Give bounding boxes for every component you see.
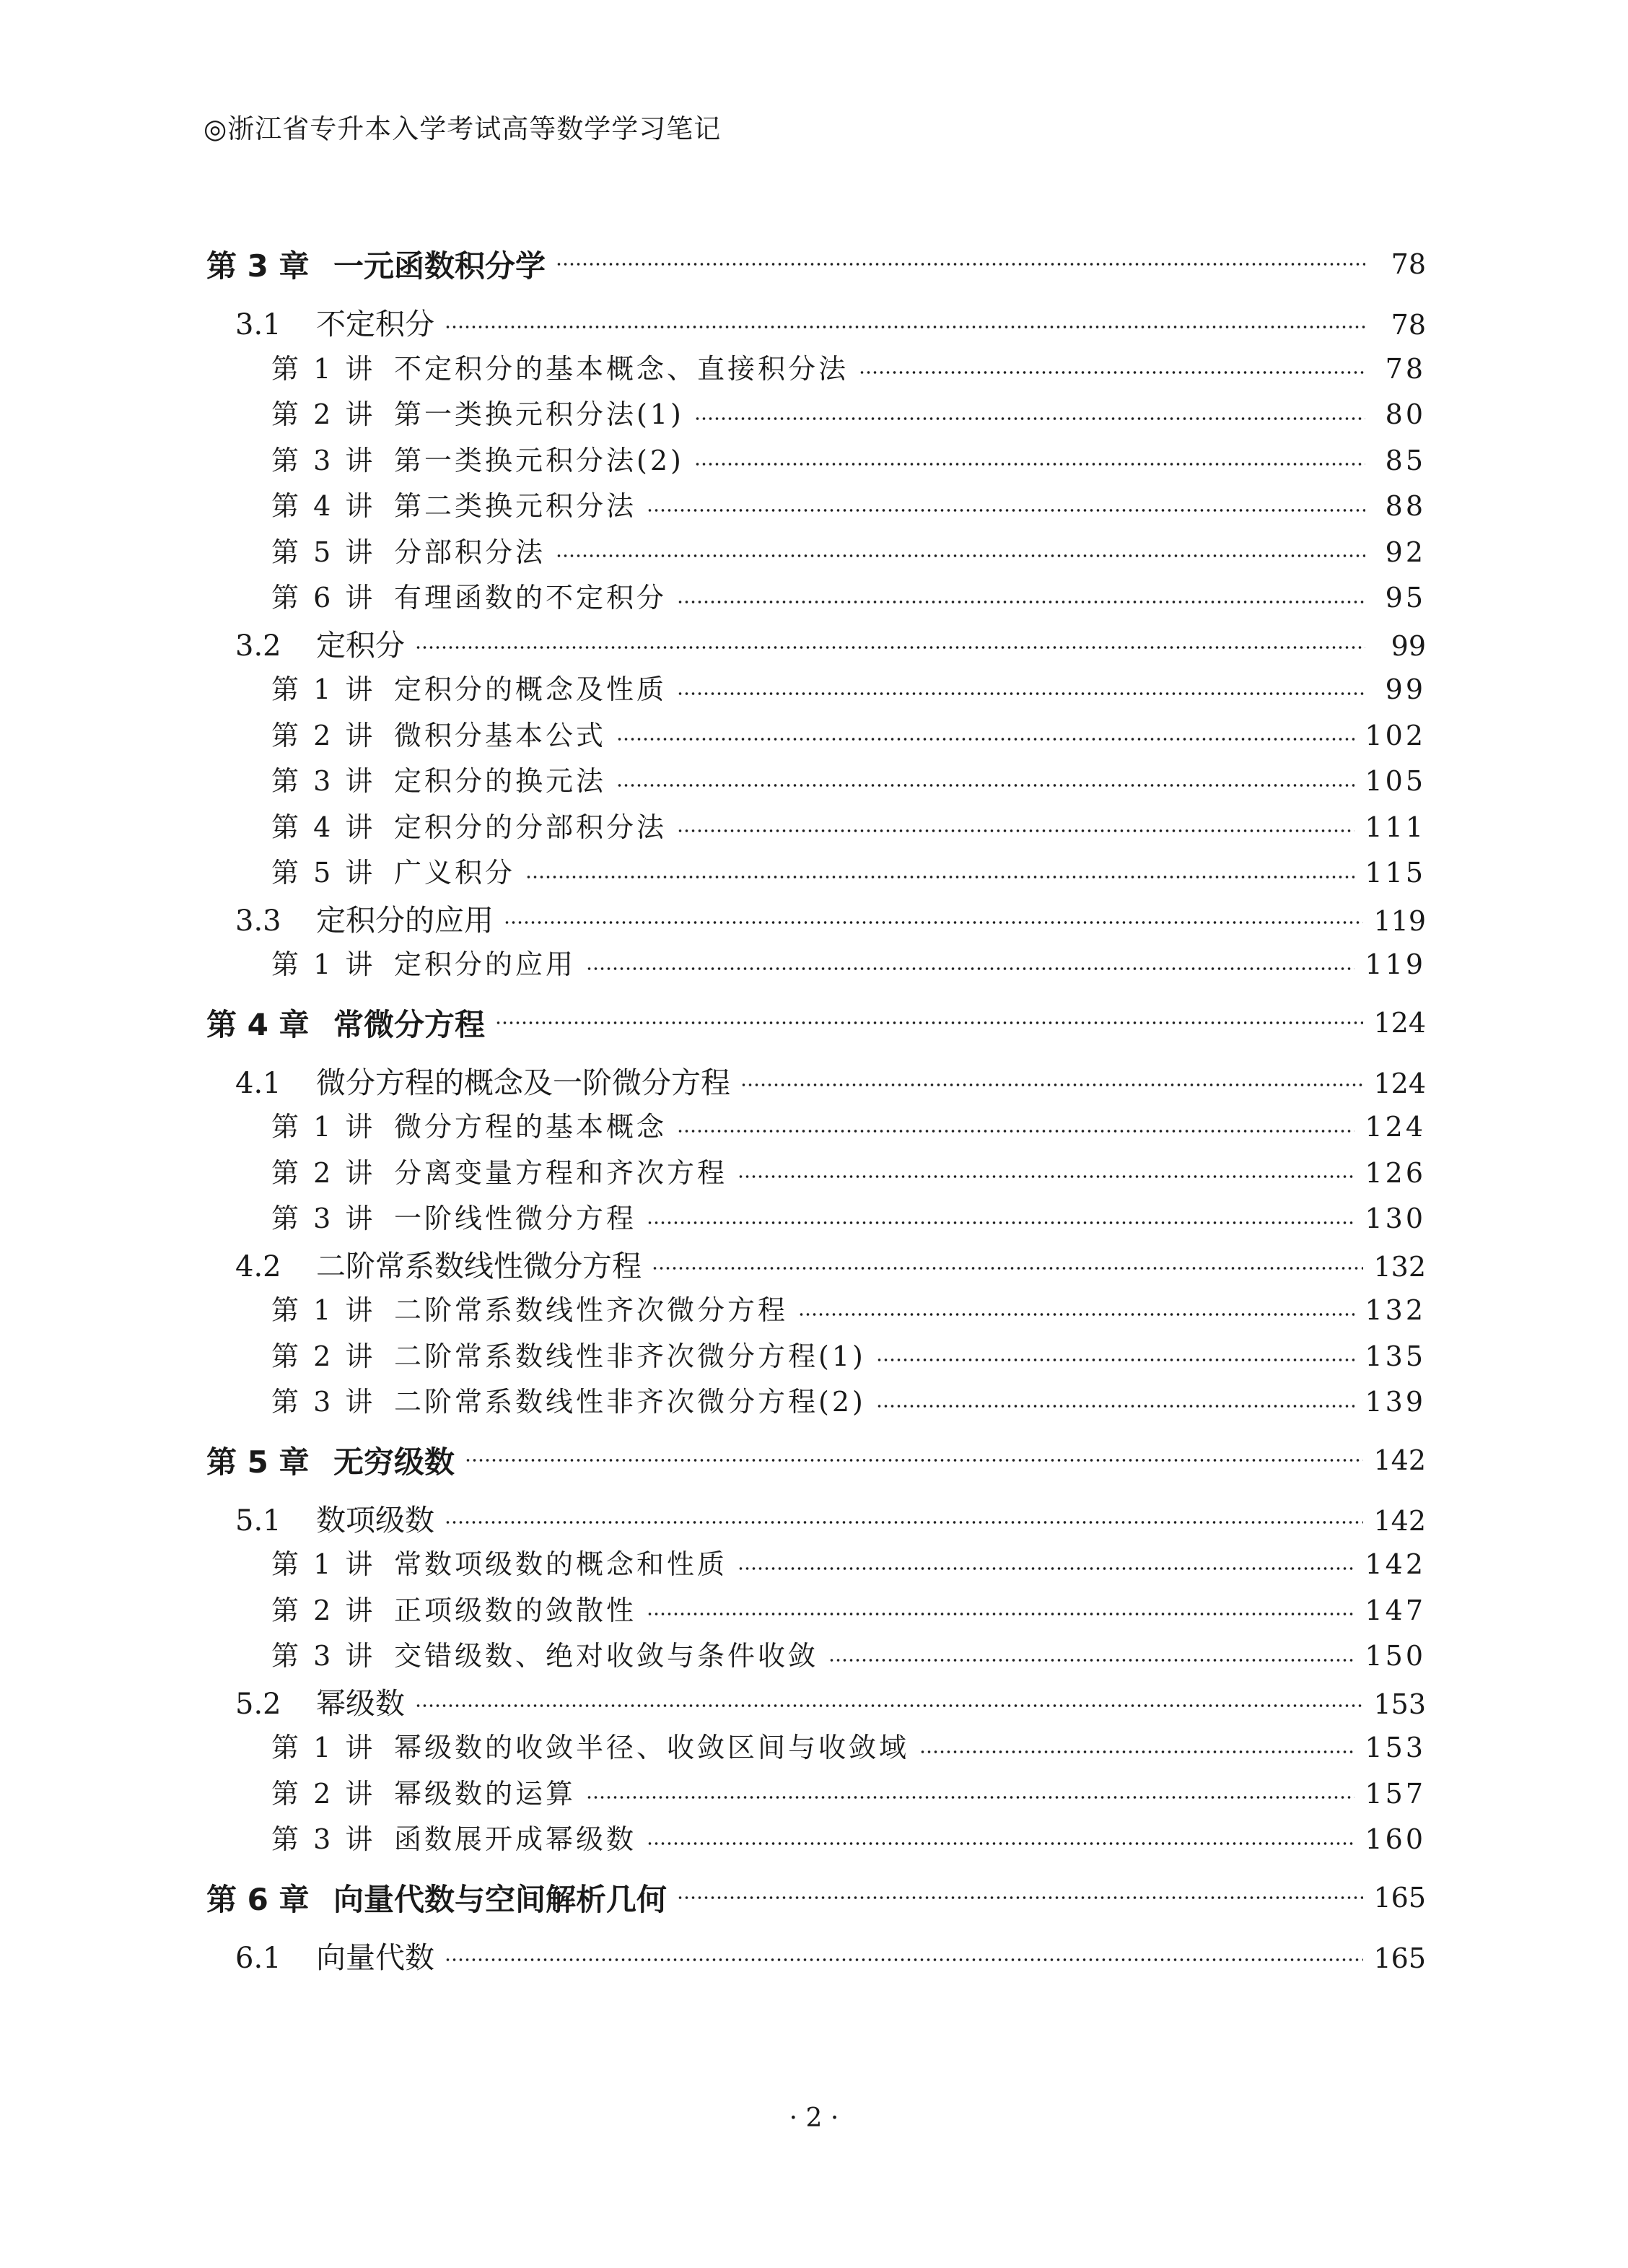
table-of-contents bbox=[206, 230, 1426, 1979]
toc-section-number: 3.2 bbox=[235, 629, 281, 663]
toc-lecture-row[interactable] bbox=[206, 667, 1426, 713]
toc-chapter-number: 第 6 章 bbox=[206, 1881, 310, 1917]
toc-lecture-number: 第 3 讲 bbox=[271, 1640, 376, 1672]
toc-page-number: 150 bbox=[1365, 1640, 1426, 1672]
dot-leader bbox=[616, 738, 1355, 741]
toc-section-number: 3.1 bbox=[235, 308, 281, 341]
toc-lecture-title: 第一类换元积分法(2) bbox=[394, 444, 684, 476]
dot-leader bbox=[859, 371, 1365, 374]
toc-lecture-row[interactable] bbox=[206, 438, 1426, 484]
dot-leader bbox=[677, 1896, 1363, 1899]
toc-section-row[interactable] bbox=[206, 897, 1426, 943]
toc-lecture-number: 第 1 讲 bbox=[271, 1111, 376, 1143]
toc-chapter-title: 向量代数与空间解析几何 bbox=[333, 1881, 668, 1917]
toc-page-number: 124 bbox=[1373, 1067, 1426, 1099]
toc-section-number: 4.1 bbox=[235, 1066, 281, 1100]
toc-section-row[interactable] bbox=[206, 621, 1426, 668]
toc-page-number: 102 bbox=[1365, 719, 1426, 751]
dot-leader bbox=[798, 1313, 1355, 1316]
toc-lecture-row[interactable] bbox=[206, 713, 1426, 759]
toc-page-number: 160 bbox=[1365, 1823, 1426, 1855]
toc-lecture-number: 第 2 讲 bbox=[271, 1594, 376, 1626]
toc-section-title: 幂级数 bbox=[316, 1685, 405, 1721]
toc-lecture-number: 第 4 讲 bbox=[271, 490, 376, 522]
toc-lecture-title: 一阶线性微分方程 bbox=[394, 1203, 637, 1234]
toc-lecture-row[interactable] bbox=[206, 805, 1426, 851]
dot-leader bbox=[504, 921, 1363, 924]
toc-section-row[interactable] bbox=[206, 1059, 1426, 1105]
toc-lecture-title: 定积分的换元法 bbox=[394, 765, 607, 797]
toc-lecture-title: 幂级数的运算 bbox=[394, 1777, 577, 1810]
toc-chapter-row[interactable] bbox=[206, 230, 1426, 299]
toc-lecture-title: 定积分的应用 bbox=[394, 948, 577, 980]
toc-lecture-title: 常数项级数的概念和性质 bbox=[394, 1548, 728, 1580]
toc-page-number: 130 bbox=[1365, 1203, 1426, 1234]
toc-page-number: 153 bbox=[1365, 1732, 1426, 1763]
toc-chapter-number: 第 4 章 bbox=[206, 1006, 310, 1042]
toc-lecture-row[interactable] bbox=[206, 1196, 1426, 1242]
toc-lecture-title: 分离变量方程和齐次方程 bbox=[394, 1156, 728, 1189]
toc-page-number: 132 bbox=[1365, 1294, 1426, 1326]
toc-section-row[interactable] bbox=[206, 1680, 1426, 1726]
toc-lecture-row[interactable] bbox=[206, 1379, 1426, 1426]
toc-page-number: 88 bbox=[1385, 490, 1426, 522]
toc-section-row[interactable] bbox=[206, 1242, 1426, 1288]
toc-lecture-number: 第 1 讲 bbox=[271, 352, 376, 385]
toc-page-number: 165 bbox=[1373, 1881, 1426, 1914]
toc-lecture-number: 第 2 讲 bbox=[271, 719, 376, 751]
toc-lecture-row[interactable] bbox=[206, 484, 1426, 530]
toc-section-title: 定积分的应用 bbox=[316, 902, 494, 938]
page-number: · 2 · bbox=[789, 2103, 839, 2133]
dot-leader bbox=[738, 1567, 1355, 1570]
toc-lecture-title: 微积分基本公式 bbox=[394, 719, 607, 751]
toc-lecture-row[interactable] bbox=[206, 1588, 1426, 1634]
toc-lecture-number: 第 3 讲 bbox=[271, 444, 376, 476]
toc-page-number: 139 bbox=[1365, 1386, 1426, 1418]
toc-lecture-title: 正项级数的敛散性 bbox=[394, 1594, 637, 1626]
dot-leader bbox=[586, 1796, 1355, 1799]
dot-leader bbox=[876, 1358, 1355, 1361]
dot-leader bbox=[652, 1267, 1363, 1270]
toc-chapter-row[interactable] bbox=[206, 988, 1426, 1057]
toc-lecture-title: 广义积分 bbox=[394, 857, 516, 889]
toc-lecture-title: 微分方程的基本概念 bbox=[394, 1111, 668, 1143]
toc-lecture-number: 第 5 讲 bbox=[271, 536, 376, 568]
toc-lecture-title: 不定积分的基本概念、直接积分法 bbox=[394, 352, 849, 385]
toc-lecture-number: 第 2 讲 bbox=[271, 1340, 376, 1372]
toc-lecture-row[interactable] bbox=[206, 1104, 1426, 1151]
toc-chapter-number: 第 5 章 bbox=[206, 1444, 310, 1480]
toc-lecture-row[interactable] bbox=[206, 1771, 1426, 1818]
toc-lecture-row[interactable] bbox=[206, 850, 1426, 897]
dot-leader bbox=[647, 1613, 1355, 1615]
toc-lecture-number: 第 2 讲 bbox=[271, 1777, 376, 1810]
toc-page-number: 78 bbox=[1391, 309, 1426, 341]
toc-section-row[interactable] bbox=[206, 300, 1426, 346]
toc-page-number: 165 bbox=[1373, 1942, 1426, 1974]
toc-page-number: 80 bbox=[1385, 398, 1426, 430]
toc-lecture-title: 二阶常系数线性非齐次微分方程(2) bbox=[394, 1386, 866, 1418]
toc-section-row[interactable] bbox=[206, 1496, 1426, 1543]
toc-lecture-title: 交错级数、绝对收敛与条件收敛 bbox=[394, 1640, 819, 1672]
toc-page-number: 124 bbox=[1365, 1111, 1426, 1143]
toc-lecture-row[interactable] bbox=[206, 346, 1426, 393]
toc-lecture-row[interactable] bbox=[206, 1334, 1426, 1380]
toc-lecture-title: 函数展开成幂级数 bbox=[394, 1823, 637, 1855]
toc-lecture-title: 二阶常系数线性齐次微分方程 bbox=[394, 1294, 789, 1326]
toc-lecture-number: 第 1 讲 bbox=[271, 948, 376, 980]
toc-page-number: 105 bbox=[1365, 765, 1426, 797]
toc-lecture-row[interactable] bbox=[206, 759, 1426, 805]
toc-lecture-row[interactable] bbox=[206, 1725, 1426, 1771]
toc-lecture-row[interactable] bbox=[206, 1542, 1426, 1588]
dot-leader bbox=[647, 1221, 1355, 1224]
toc-section-number: 5.1 bbox=[235, 1504, 281, 1538]
toc-lecture-row[interactable] bbox=[206, 1634, 1426, 1680]
toc-page-number: 115 bbox=[1365, 857, 1426, 889]
toc-lecture-row[interactable] bbox=[206, 575, 1426, 621]
dot-leader bbox=[740, 1083, 1363, 1086]
dot-leader bbox=[415, 1704, 1363, 1707]
dot-leader bbox=[445, 326, 1365, 328]
toc-section-number: 3.3 bbox=[235, 904, 281, 938]
toc-lecture-number: 第 3 讲 bbox=[271, 765, 376, 797]
toc-lecture-title: 定积分的概念及性质 bbox=[394, 673, 668, 705]
toc-page-number: 142 bbox=[1373, 1444, 1426, 1476]
toc-section-title: 数项级数 bbox=[316, 1502, 434, 1538]
dot-leader bbox=[694, 463, 1365, 466]
dot-leader bbox=[445, 1521, 1363, 1524]
toc-section-title: 向量代数 bbox=[316, 1940, 434, 1975]
dot-leader bbox=[445, 1958, 1363, 1961]
toc-lecture-row[interactable] bbox=[206, 392, 1426, 438]
toc-page-number: 111 bbox=[1365, 811, 1426, 843]
toc-lecture-title: 有理函数的不定积分 bbox=[394, 582, 668, 614]
toc-lecture-number: 第 6 讲 bbox=[271, 582, 376, 614]
toc-chapter-row[interactable] bbox=[206, 1863, 1426, 1932]
toc-page-number: 78 bbox=[1391, 248, 1426, 280]
toc-section-number: 5.2 bbox=[235, 1687, 281, 1721]
dot-leader bbox=[556, 263, 1365, 266]
dot-leader bbox=[738, 1175, 1355, 1178]
toc-page-number: 124 bbox=[1373, 1006, 1426, 1039]
toc-lecture-row[interactable] bbox=[206, 1151, 1426, 1197]
toc-lecture-title: 二阶常系数线性非齐次微分方程(1) bbox=[394, 1340, 866, 1372]
toc-page-number: 142 bbox=[1365, 1548, 1426, 1580]
toc-page-number: 153 bbox=[1373, 1688, 1426, 1720]
toc-section-row[interactable] bbox=[206, 1934, 1426, 1980]
toc-page-number: 119 bbox=[1373, 904, 1426, 937]
toc-section-number: 4.2 bbox=[235, 1249, 281, 1283]
dot-leader bbox=[586, 967, 1355, 970]
dot-leader bbox=[919, 1750, 1355, 1753]
toc-lecture-number: 第 3 讲 bbox=[271, 1823, 376, 1855]
toc-section-title: 定积分 bbox=[316, 627, 405, 663]
toc-page-number: 142 bbox=[1373, 1504, 1426, 1537]
dot-leader bbox=[677, 1130, 1355, 1133]
dot-leader bbox=[495, 1021, 1363, 1024]
toc-page-number: 78 bbox=[1385, 352, 1426, 385]
toc-lecture-number: 第 1 讲 bbox=[271, 1548, 376, 1580]
dot-leader bbox=[876, 1405, 1355, 1408]
toc-lecture-number: 第 1 讲 bbox=[271, 1294, 376, 1326]
toc-section-title: 微分方程的概念及一阶微分方程 bbox=[316, 1065, 730, 1100]
toc-page-number: 157 bbox=[1365, 1777, 1426, 1810]
toc-page-number: 85 bbox=[1385, 444, 1426, 476]
toc-lecture-row[interactable] bbox=[206, 942, 1426, 988]
toc-lecture-number: 第 1 讲 bbox=[271, 673, 376, 705]
toc-lecture-number: 第 2 讲 bbox=[271, 398, 376, 430]
toc-page-number: 92 bbox=[1385, 536, 1426, 568]
toc-lecture-row[interactable] bbox=[206, 530, 1426, 576]
toc-chapter-title: 常微分方程 bbox=[333, 1006, 486, 1042]
dot-leader bbox=[677, 829, 1355, 832]
toc-chapter-title: 一元函数积分学 bbox=[333, 248, 546, 284]
toc-chapter-row[interactable] bbox=[206, 1426, 1426, 1495]
toc-lecture-title: 定积分的分部积分法 bbox=[394, 811, 668, 843]
dot-leader bbox=[828, 1659, 1355, 1662]
toc-section-title: 不定积分 bbox=[316, 307, 434, 341]
toc-page-number: 99 bbox=[1385, 673, 1426, 705]
dot-leader bbox=[694, 417, 1365, 420]
toc-lecture-title: 第一类换元积分法(1) bbox=[394, 398, 684, 430]
dot-leader bbox=[556, 554, 1365, 557]
dot-leader bbox=[677, 692, 1365, 695]
toc-lecture-number: 第 4 讲 bbox=[271, 811, 376, 843]
toc-lecture-row[interactable] bbox=[206, 1288, 1426, 1334]
toc-section-title: 二阶常系数线性微分方程 bbox=[316, 1248, 642, 1283]
dot-leader bbox=[465, 1459, 1363, 1462]
toc-lecture-row[interactable] bbox=[206, 1817, 1426, 1863]
toc-section-number: 6.1 bbox=[235, 1941, 281, 1975]
dot-leader bbox=[616, 784, 1355, 787]
running-header: ◎浙江省专升本入学考试高等数学学习笔记 bbox=[204, 113, 722, 144]
toc-page-number: 147 bbox=[1365, 1594, 1426, 1626]
toc-lecture-title: 第二类换元积分法 bbox=[394, 490, 637, 522]
toc-page-number: 135 bbox=[1365, 1340, 1426, 1372]
toc-lecture-number: 第 2 讲 bbox=[271, 1156, 376, 1189]
toc-page-number: 119 bbox=[1365, 948, 1426, 980]
toc-lecture-number: 第 3 讲 bbox=[271, 1203, 376, 1234]
toc-lecture-title: 分部积分法 bbox=[394, 536, 546, 568]
toc-chapter-title: 无穷级数 bbox=[333, 1444, 455, 1480]
toc-page-number: 95 bbox=[1385, 582, 1426, 614]
toc-page-number: 126 bbox=[1365, 1156, 1426, 1189]
dot-leader bbox=[525, 876, 1355, 878]
toc-page-number: 132 bbox=[1373, 1250, 1426, 1283]
toc-lecture-title: 幂级数的收敛半径、收敛区间与收敛域 bbox=[394, 1732, 910, 1763]
toc-page-number: 99 bbox=[1391, 629, 1426, 662]
dot-leader bbox=[677, 601, 1365, 603]
dot-leader bbox=[647, 509, 1365, 512]
dot-leader bbox=[415, 646, 1365, 649]
toc-lecture-number: 第 1 讲 bbox=[271, 1732, 376, 1763]
toc-chapter-number: 第 3 章 bbox=[206, 248, 310, 284]
toc-lecture-number: 第 3 讲 bbox=[271, 1386, 376, 1418]
dot-leader bbox=[647, 1842, 1355, 1845]
toc-lecture-number: 第 5 讲 bbox=[271, 857, 376, 889]
